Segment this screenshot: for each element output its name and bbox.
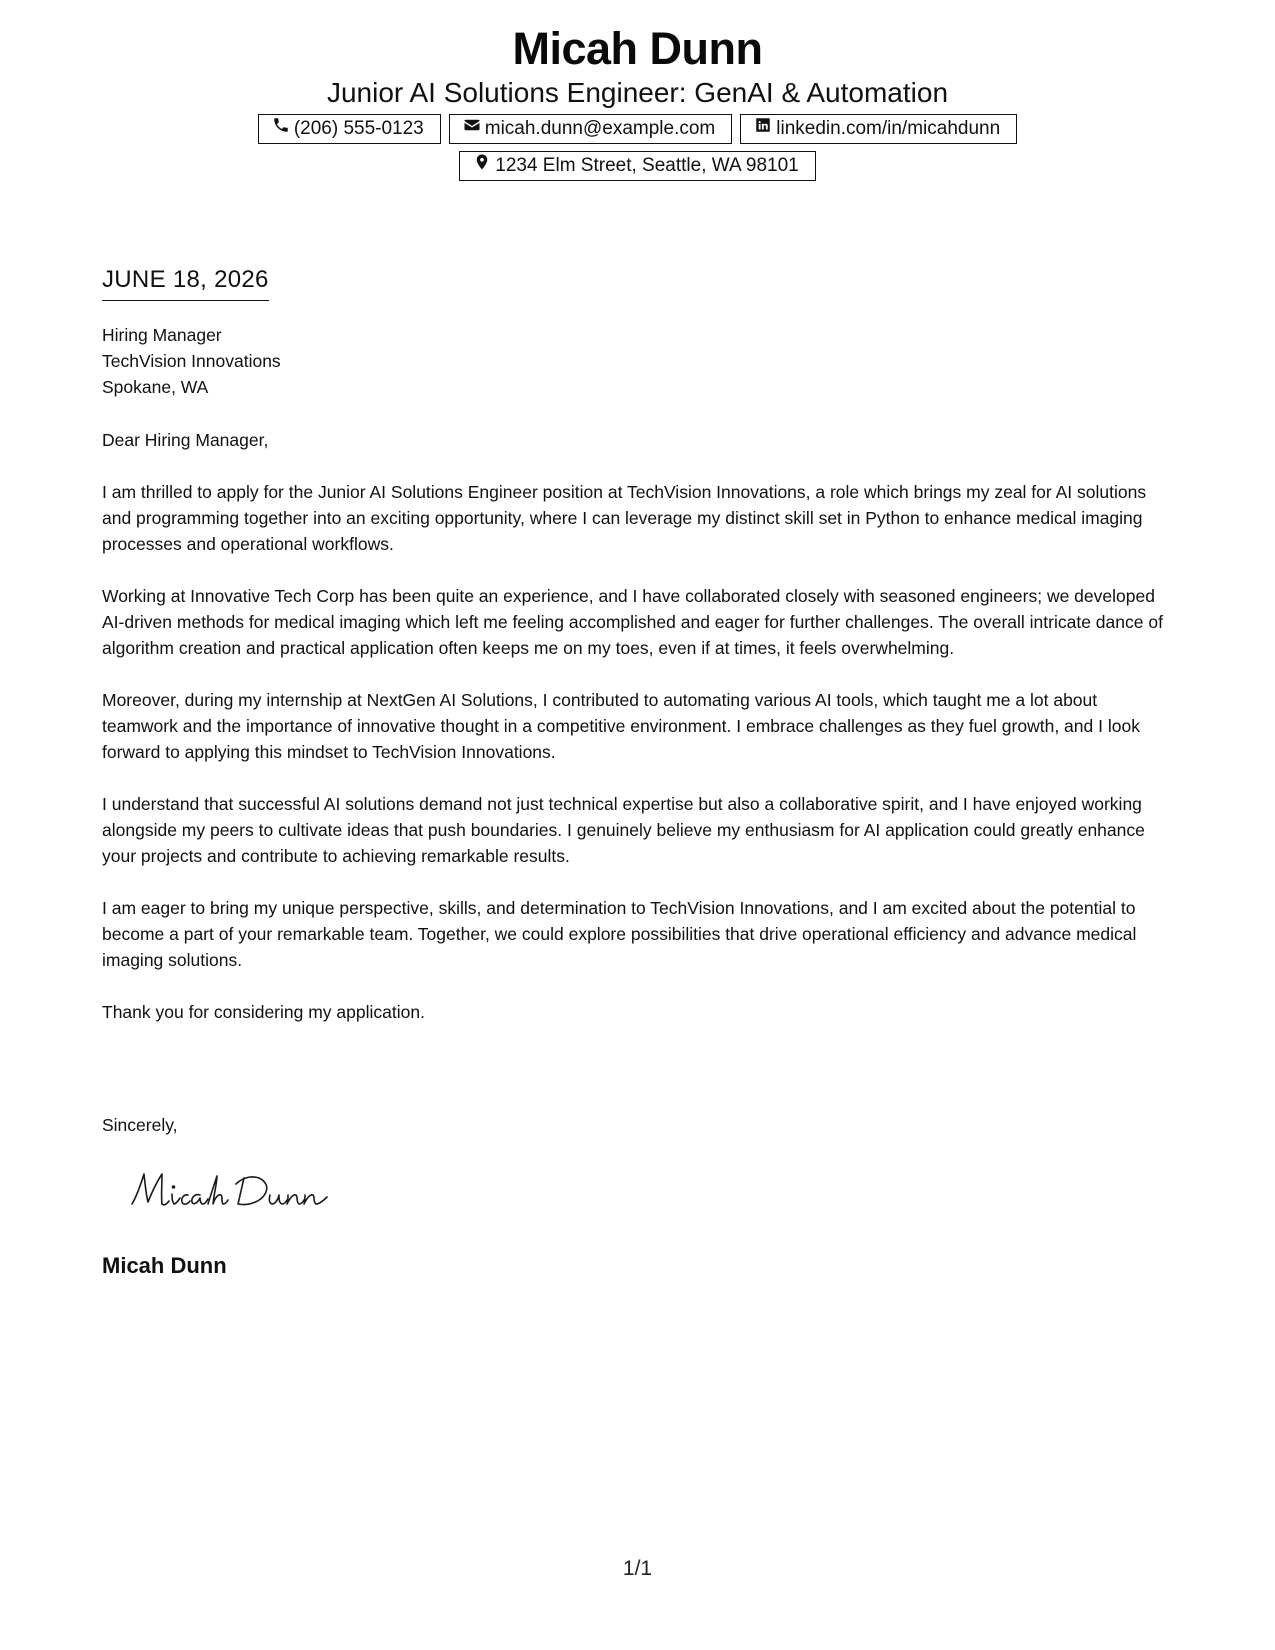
- address-chip: [459, 151, 815, 181]
- linkedin-chip[interactable]: [740, 114, 1017, 144]
- body-paragraph: I understand that successful AI solutions demand not just technical expertise but also a collaborative spirit, and I have enjoyed working alongside my peers to cultivate ideas that push boundaries. I genuinely believe my enthusiasm for AI application could greatly enhance your projects and contribute to achieving remarkable results.: [102, 794, 1145, 866]
- street-address: 1234 Elm Street, Seattle, WA 98101: [495, 155, 799, 176]
- recipient-company: TechVision Innovations: [102, 351, 281, 371]
- phone-number: (206) 555-0123: [293, 118, 424, 139]
- linkedin-url: linkedin.com/in/micahdunn: [776, 118, 1001, 139]
- signoff: Sincerely,: [102, 1115, 178, 1135]
- page-number: 1/1: [622, 1557, 653, 1580]
- address-row: [0, 151, 1275, 181]
- recipient-block: [102, 322, 1177, 400]
- map-pin-icon: [473, 152, 491, 180]
- body-paragraph: I am thrilled to apply for the Junior AI Solutions Engineer position at TechVision Innovations, a role which brings my zeal for AI solutions and programming together into an exciting opportunity, where I can leverage my distinct skill set in Python to enhance medical imaging processes and operational workflows.: [102, 482, 1147, 554]
- body-paragraph: Working at Innovative Tech Corp has been quite an experience, and I have collaborated closely with seasoned engineers; we developed AI-driven methods for medical imaging which left me feeling accomplished and eager for further challenges. The overall intricate dance of algorithm creation and practical application often keeps me on my toes, even if at times, it feels overwhelming.: [102, 586, 1163, 658]
- salutation: Dear Hiring Manager,: [102, 430, 269, 450]
- letter-date: JUNE 18, 2026: [102, 265, 269, 301]
- recipient-location: Spokane, WA: [102, 377, 209, 397]
- email-address: micah.dunn@example.com: [484, 118, 716, 139]
- body-paragraph: Moreover, during my internship at NextGen AI Solutions, I contributed to automating various AI tools, which taught me a lot about teamwork and the importance of innovative thought in a competitive environment. I embrace challenges as they fuel growth, and I look forward to applying this mindset to TechVision Innovations.: [102, 690, 1140, 762]
- letter-body: [102, 322, 1177, 1025]
- recipient-title: Hiring Manager: [102, 325, 222, 345]
- email-chip[interactable]: [449, 114, 733, 144]
- applicant-name: Micah Dunn: [512, 23, 763, 74]
- body-paragraph: I am eager to bring my unique perspective, skills, and determination to TechVision Innovations, and I am excited about the potential to become a part of your remarkable team. Together, we could explore possibilities that drive operational efficiency and advance medical imaging solutions.: [102, 898, 1137, 970]
- phone-icon: [272, 115, 290, 143]
- letter-header: [0, 22, 1275, 181]
- phone-chip[interactable]: [258, 114, 441, 144]
- applicant-headline: Junior AI Solutions Engineer: GenAI & Automation: [326, 77, 949, 108]
- contact-row: [0, 114, 1275, 144]
- signer-name: Micah Dunn: [102, 1253, 227, 1278]
- envelope-icon: [463, 115, 481, 143]
- handwritten-signature: [128, 1164, 338, 1218]
- closing-line: Thank you for considering my application.: [102, 1002, 425, 1022]
- linkedin-icon: [754, 115, 772, 143]
- date-block: [102, 265, 269, 301]
